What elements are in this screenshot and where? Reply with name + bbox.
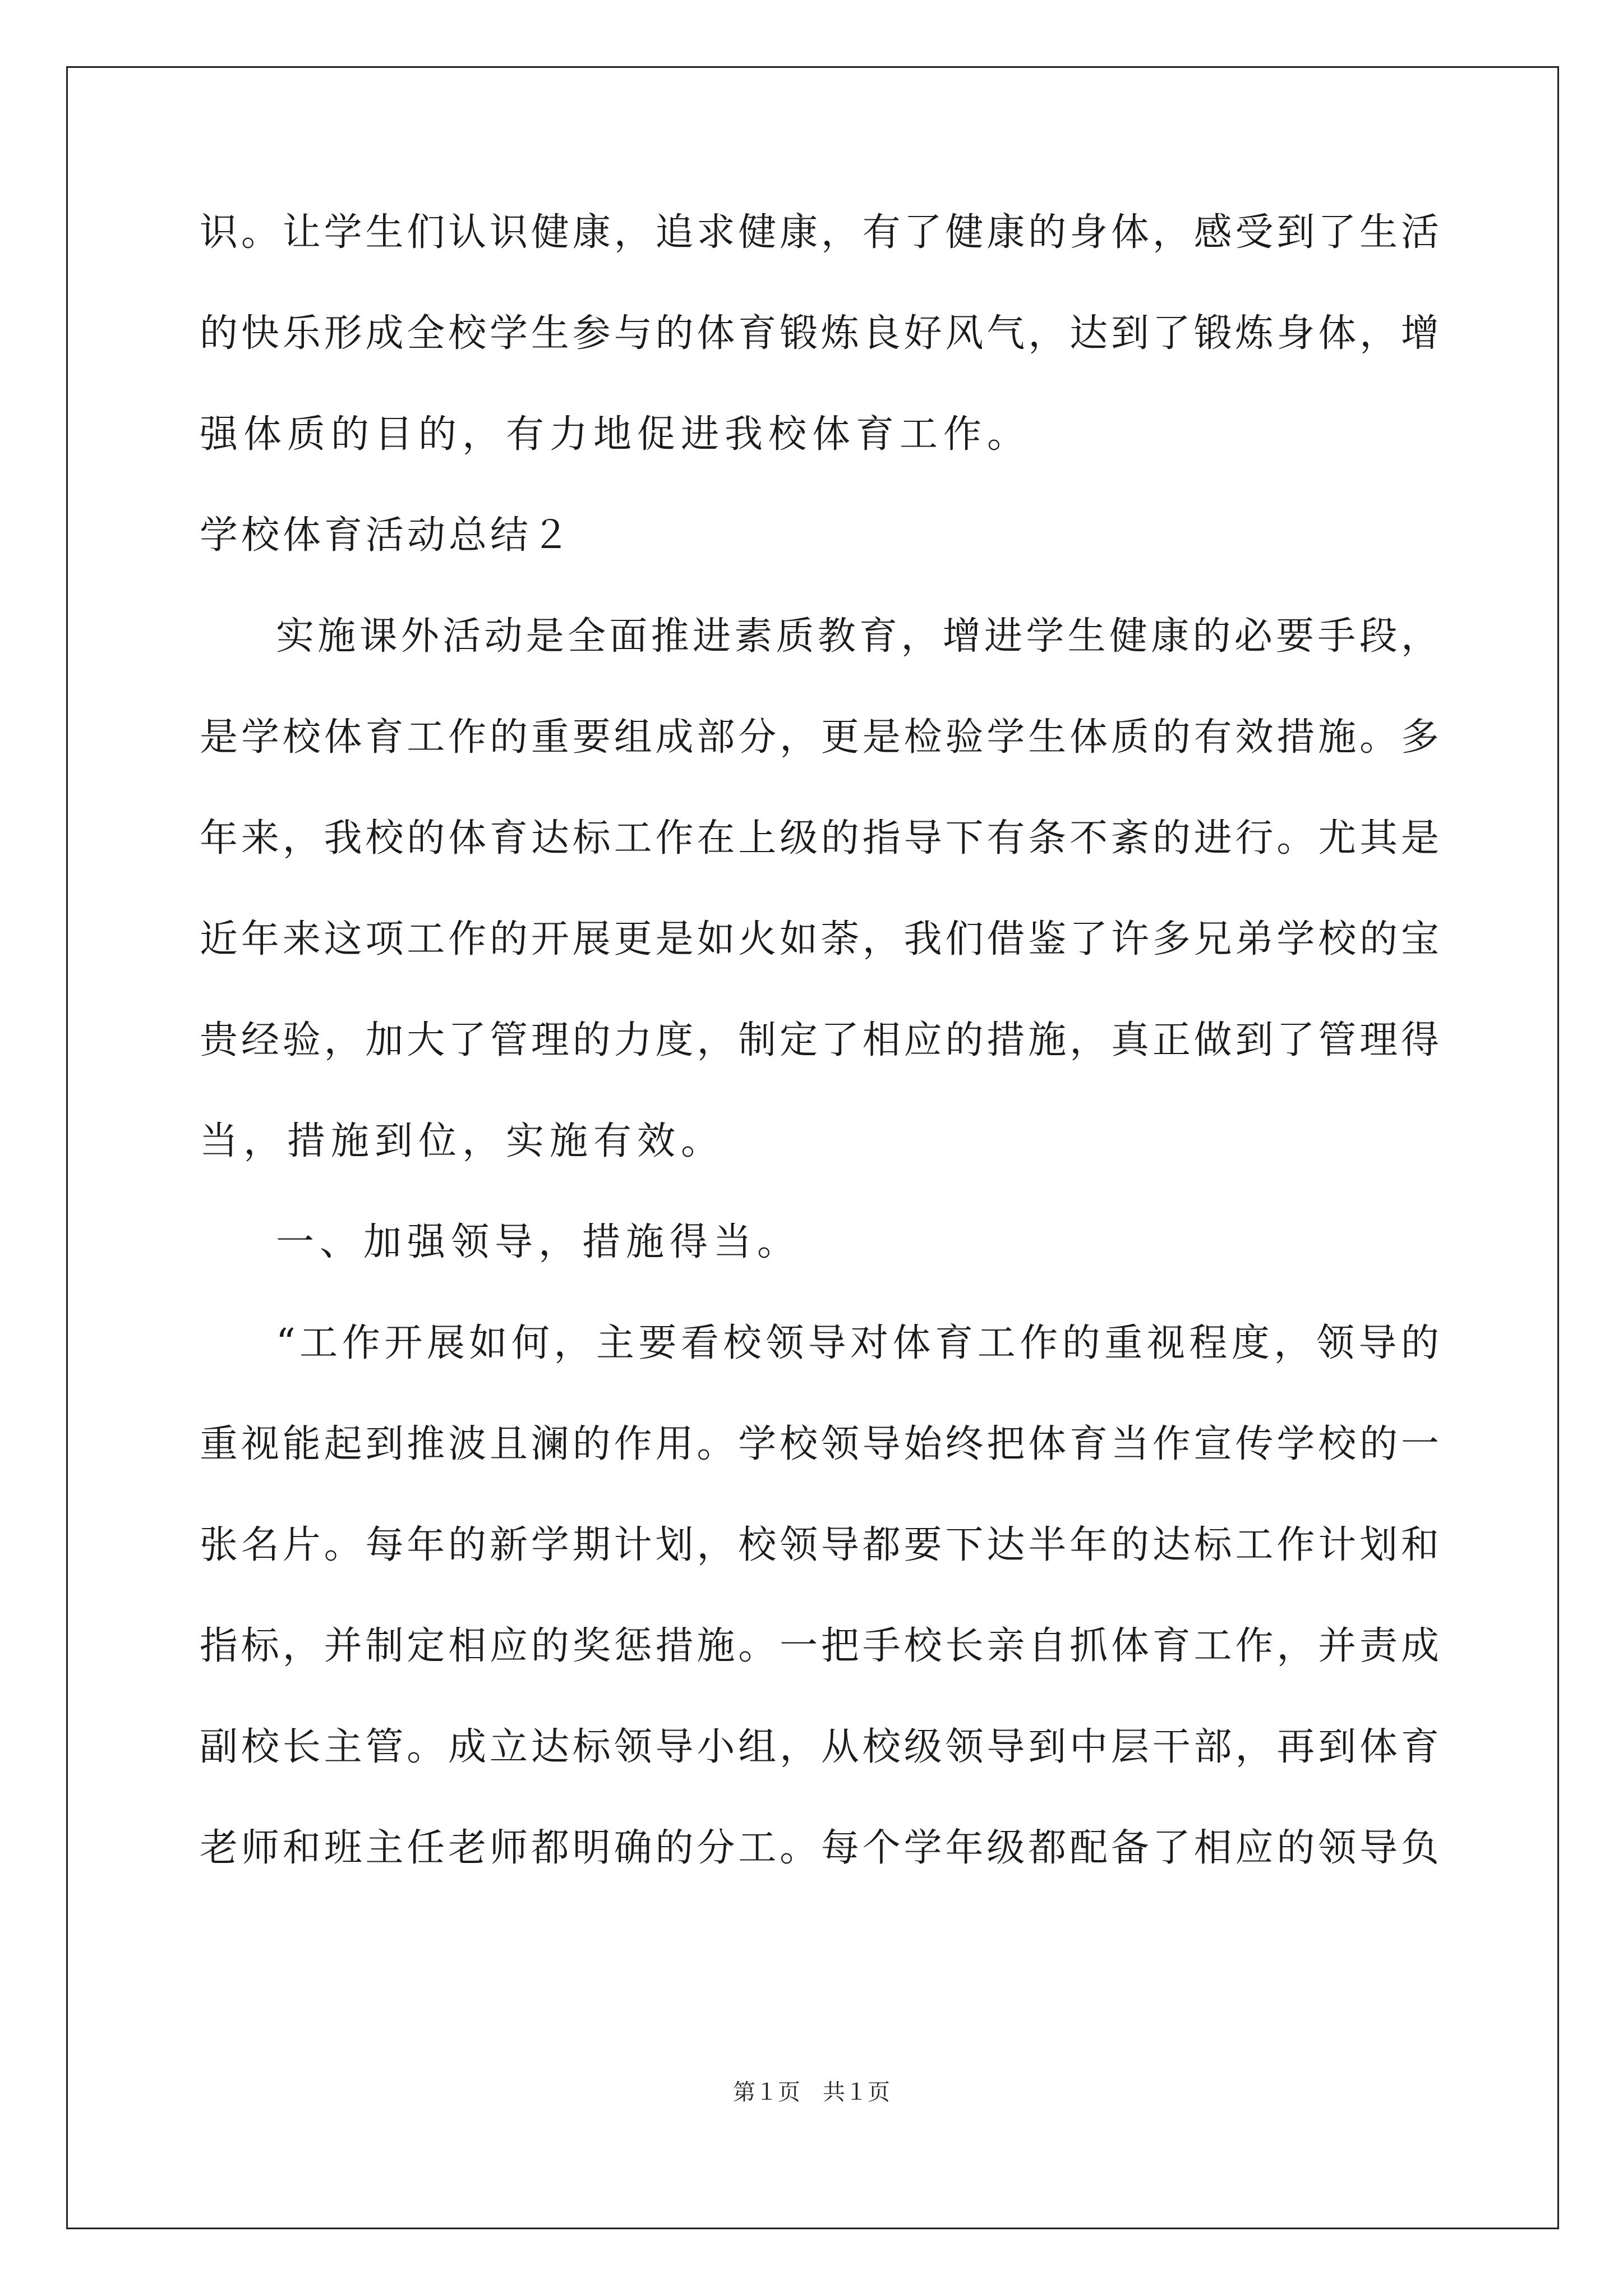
text-line: 近年来这项工作的开展更是如火如荼，我们借鉴了许多兄弟学校的宝: [200, 917, 1439, 961]
text-line: 强体质的目的，有力地促进我校体育工作。: [200, 412, 1031, 457]
paragraph-line: [200, 202, 1439, 303]
text-line: 重视能起到推波且澜的作用。学校领导始终把体育当作宣传学校的一: [200, 1422, 1439, 1466]
section-heading-text: 学校体育活动总结２: [200, 513, 574, 558]
text-line: 年来，我校的体育达标工作在上级的指导下有条不紊的进行。尤其是: [200, 816, 1439, 861]
document-body: [200, 202, 1439, 1918]
paragraph-line: [200, 606, 1439, 707]
page-footer: 第１页 共１页: [733, 2079, 890, 2105]
text-line: 指标，并制定相应的奖惩措施。一把手校长亲自抓体育工作，并责成: [200, 1624, 1439, 1668]
paragraph-line: [200, 1515, 1439, 1616]
text-line: 张名片。每年的新学期计划，校领导都要下达半年的达标工作计划和: [200, 1523, 1439, 1567]
text-line: “工作开展如何，主要看校领导对体育工作的重视程度，领导的: [276, 1321, 1439, 1365]
text-line: 的快乐形成全校学生参与的体育锻炼良好风气，达到了锻炼身体，增: [200, 311, 1439, 356]
paragraph-line: [200, 1111, 1439, 1212]
paragraph-line: [200, 909, 1439, 1010]
text-line: 实施课外活动是全面推进素质教育，增进学生健康的必要手段，: [276, 614, 1439, 659]
subsection-heading-text: 一、加强领导，措施得当。: [276, 1220, 801, 1264]
subsection-heading: [200, 1212, 1439, 1313]
paragraph-line: [200, 707, 1439, 808]
text-line: 贵经验，加大了管理的力度，制定了相应的措施，真正做到了管理得: [200, 1018, 1439, 1062]
paragraph-line: [200, 1313, 1439, 1414]
paragraph-line: [200, 303, 1439, 404]
text-line: 识。让学生们认识健康，追求健康，有了健康的身体，感受到了生活: [200, 210, 1439, 255]
section-heading: [200, 505, 1439, 606]
paragraph-line: [200, 1616, 1439, 1717]
paragraph-line: [200, 1818, 1439, 1918]
text-line: 老师和班主任老师都明确的分工。每个学年级都配备了相应的领导负: [200, 1826, 1439, 1870]
paragraph-line: [200, 404, 1439, 505]
paragraph-line: [200, 1414, 1439, 1515]
text-line: 当，措施到位，实施有效。: [200, 1119, 725, 1163]
paragraph-line: [200, 808, 1439, 909]
text-line: 副校长主管。成立达标领导小组，从校级领导到中层干部，再到体育: [200, 1725, 1439, 1769]
text-line: 是学校体育工作的重要组成部分，更是检验学生体质的有效措施。多: [200, 715, 1439, 760]
paragraph-line: [200, 1010, 1439, 1111]
paragraph-line: [200, 1717, 1439, 1818]
